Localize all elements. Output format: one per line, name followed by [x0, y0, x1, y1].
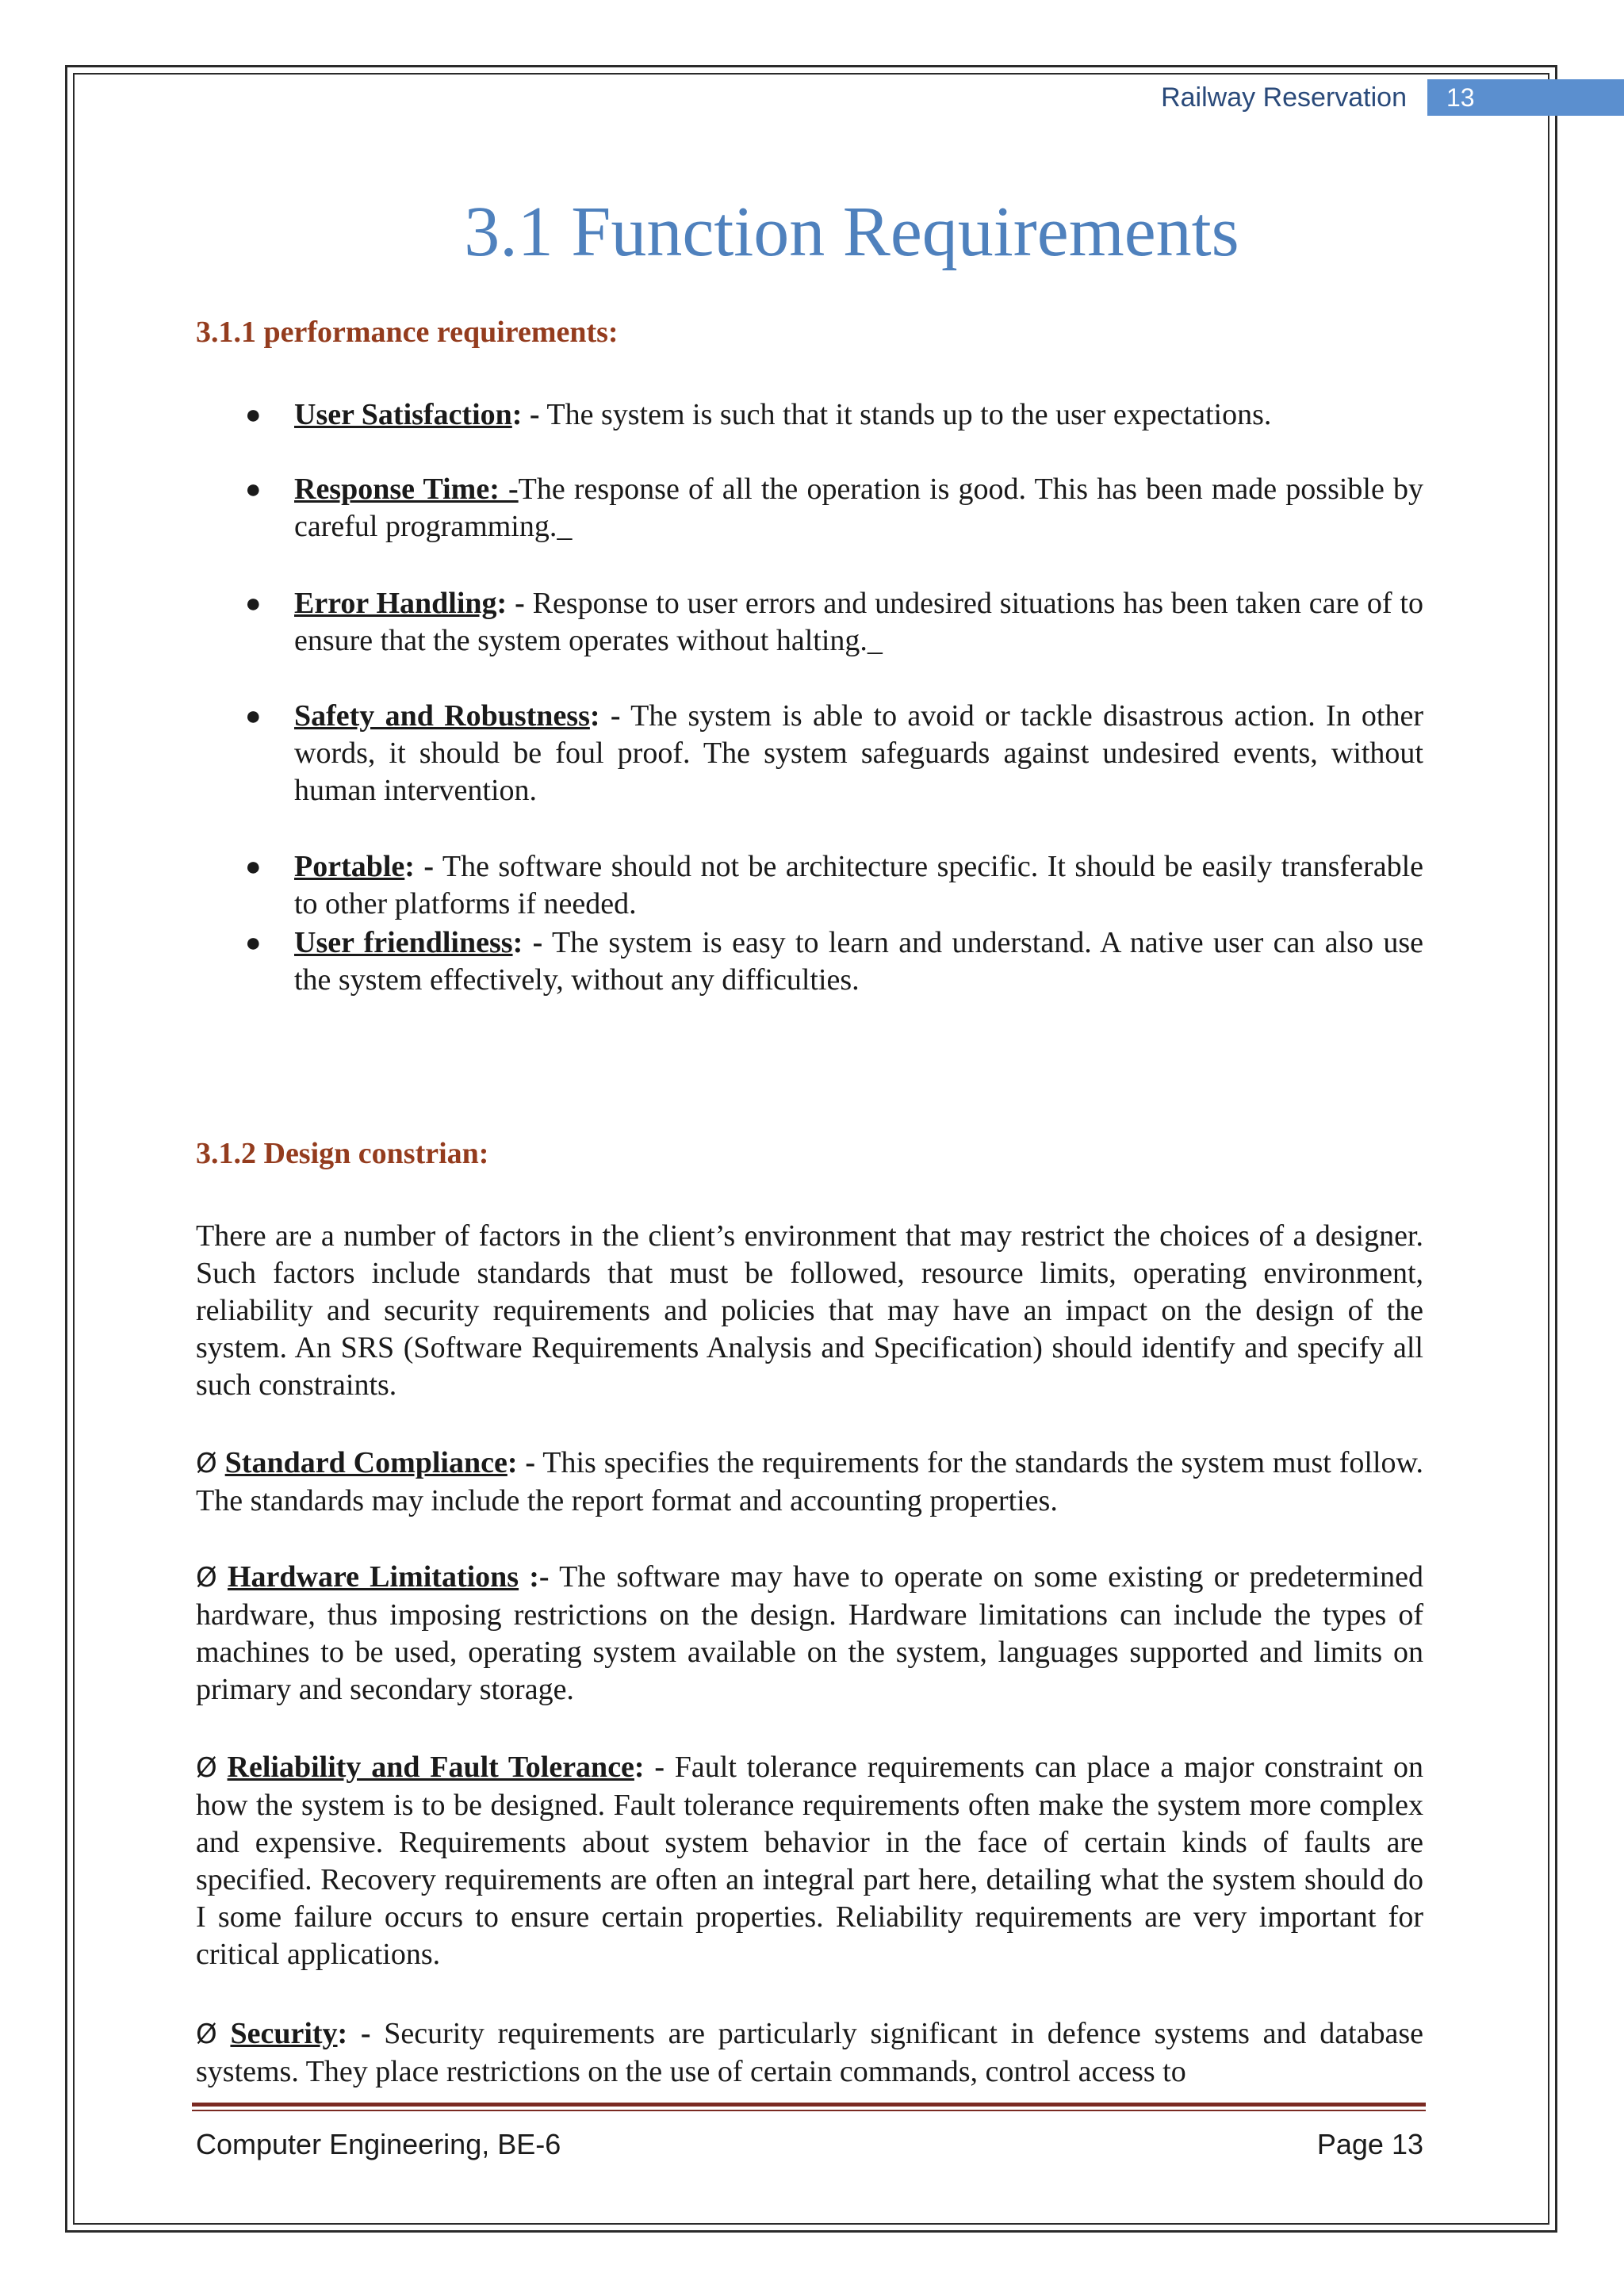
item-separator: : - — [512, 926, 543, 959]
item-term: Security — [230, 2017, 338, 2050]
footer-divider — [192, 2103, 1426, 2107]
item-text: Response to user errors and undesired situations has been taken care of to ensure that the system operates without halting._ — [294, 587, 1423, 657]
list-item — [196, 471, 1423, 545]
page-title: 3.1 Function Requirements — [464, 193, 1239, 271]
item-term: Hardware Limitations — [227, 1560, 519, 1594]
item-text: The system is such that it stands up to the user expectations. — [539, 398, 1272, 431]
arrow-bullet-icon: Ø — [196, 2019, 217, 2050]
arrow-bullet-icon: Ø — [196, 1562, 217, 1594]
running-header-title: Railway Reservation — [1161, 82, 1407, 113]
bullet-icon: ● — [245, 852, 262, 882]
arrow-bullet-icon: Ø — [196, 1752, 217, 1784]
item-separator: : - — [337, 2017, 371, 2050]
item-term: Standard Compliance — [224, 1446, 508, 1479]
list-item — [196, 924, 1423, 999]
item-text: The software may have to operate on some existing or predetermined hardware, thus imposing restrictions on the design. Hardware limitations can include the types of machines to be used, operating system available on the system, languages supported and limits on primary and secondary storage. — [196, 1560, 1424, 1706]
list-item — [196, 396, 1423, 434]
item-separator: :- — [519, 1560, 550, 1594]
item-term: Response Time: - — [294, 473, 519, 506]
constraint-item-reliability — [196, 1749, 1423, 1973]
running-header-page-number: 13 — [1427, 79, 1624, 116]
item-term: User friendliness — [294, 926, 513, 959]
footer-page-number: Page 13 — [1316, 2128, 1423, 2160]
item-text: The system is able to avoid or tackle disastrous action. In other words, it should be foul proof. The system safeguards against undesired events, without human intervention. — [294, 699, 1424, 807]
item-separator: : - — [511, 398, 540, 431]
list-item — [196, 698, 1423, 809]
item-term: Portable — [294, 850, 405, 883]
bullet-icon: ● — [245, 589, 262, 618]
bullet-icon: ● — [245, 702, 262, 731]
list-item — [196, 585, 1423, 660]
item-separator: : - — [589, 699, 621, 733]
item-text: This specifies the requirements for the standards the system must follow. The standards may include the report format and accounting properties. — [196, 1446, 1423, 1517]
constraint-item-standard-compliance — [196, 1445, 1423, 1520]
item-text: Security requirements are particularly significant in defence systems and database systems. They place restrictions on the use of certain commands, control access to — [196, 2017, 1423, 2088]
item-separator: : - — [507, 1446, 536, 1479]
section-heading-design-constraint: 3.1.2 Design constrian: — [196, 1137, 489, 1170]
bullet-icon: ● — [245, 400, 262, 430]
item-separator: : - — [496, 587, 525, 620]
bullet-icon: ● — [245, 475, 262, 504]
footer-divider-thin — [192, 2110, 1426, 2111]
design-constraint-intro: There are a number of factors in the client’s environment that may restrict the choices of a designer. Such factors include standards that must be followed, resource limits, operating environment, reliability and security requirements and policies that may have an impact on the design of the system. An SRS (Software Requirements Analysis and Specification) should identify and specify all such constraints. — [196, 1219, 1423, 1402]
constraint-item-security — [196, 2015, 1423, 2091]
item-text: The response of all the operation is good. This has been made possible by careful programming._ — [294, 473, 1423, 543]
section-heading-performance: 3.1.1 performance requirements: — [196, 316, 619, 349]
item-term: User Satisfaction — [294, 398, 512, 431]
footer-course: Computer Engineering, BE-6 — [196, 2128, 561, 2160]
item-separator: : - — [404, 850, 435, 883]
item-separator: : - — [634, 1751, 665, 1784]
item-text: The system is easy to learn and understand. A native user can also use the system effectively, without any difficulties. — [294, 926, 1424, 997]
item-text: The software should not be architecture specific. It should be easily transferable to other platforms if needed. — [294, 850, 1423, 920]
constraint-item-hardware-limitations — [196, 1559, 1423, 1709]
list-item — [196, 848, 1423, 923]
item-term: Reliability and Fault Tolerance — [227, 1751, 634, 1784]
bullet-icon: ● — [245, 928, 262, 958]
item-term: Safety and Robustness — [294, 699, 590, 733]
item-term: Error Handling — [294, 587, 497, 620]
item-text: Fault tolerance requirements can place a major constraint on how the system is to be designed. Fault tolerance requirements often make the system more complex and expensive. Requirements about system behavior in the face of certain kinds of faults are specified. Recovery requirements are often an integral part here, detailing what the system should do I some failure occurs to ensure certain properties. Reliability requirements are very important for critical applications. — [196, 1751, 1423, 1971]
arrow-bullet-icon: Ø — [196, 1448, 217, 1479]
